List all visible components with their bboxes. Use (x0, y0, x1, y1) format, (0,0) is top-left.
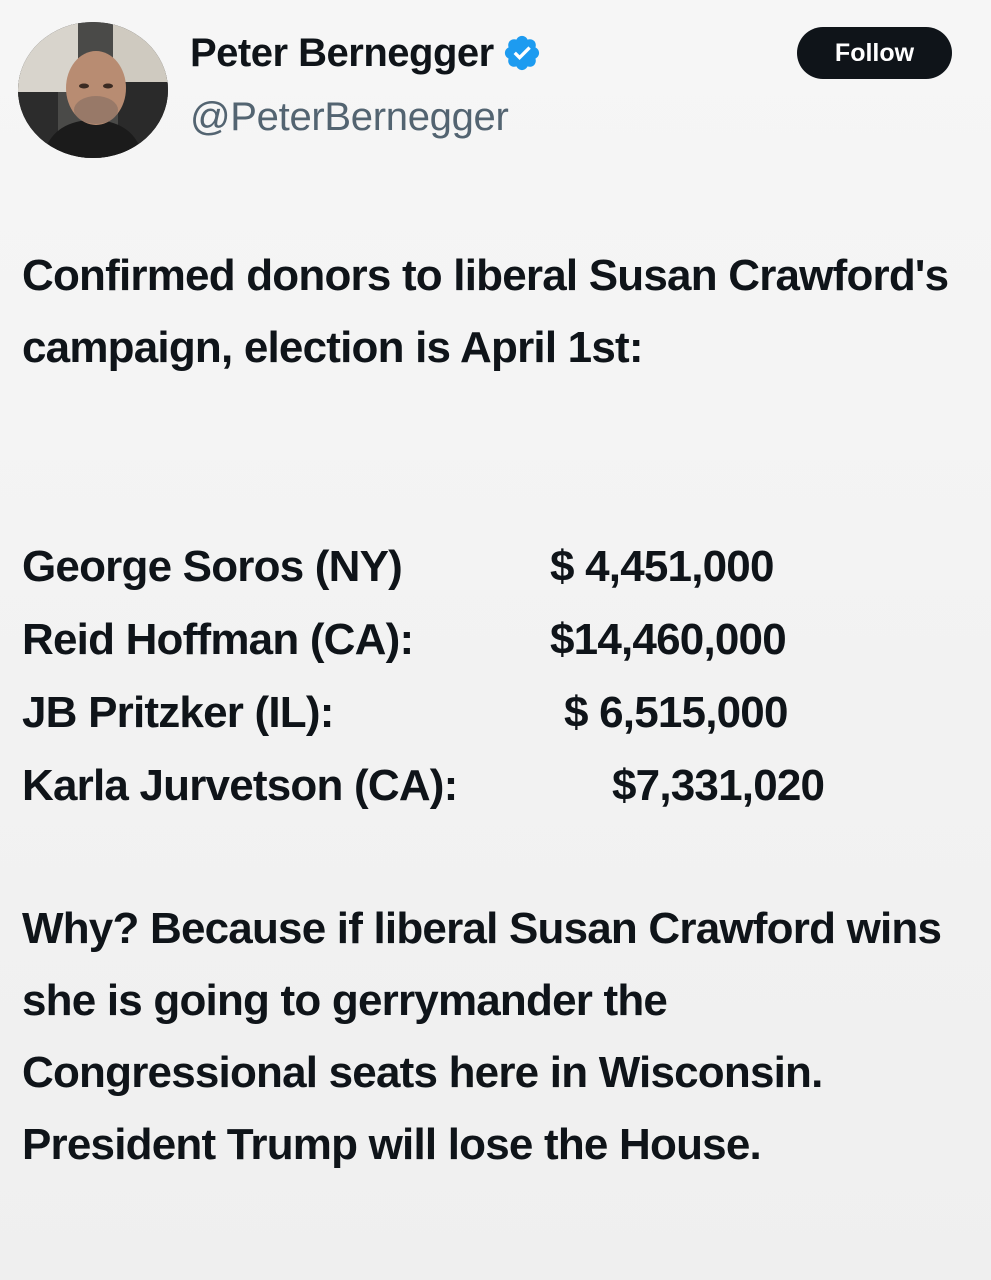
author-handle[interactable]: @PeterBernegger (190, 95, 509, 139)
post-intro-text: Confirmed donors to liberal Susan Crawford's campaign, election is April 1st: (22, 251, 949, 372)
donor-list (22, 530, 962, 822)
donor-amount: $7,331,020 (612, 761, 825, 810)
donor-row (22, 530, 962, 603)
donor-row (22, 749, 962, 822)
post-closing-text: Why? Because if liberal Susan Crawford wins she is going to gerrymander the Congressional seats here in Wisconsin. President Trump will lose the House. (22, 904, 942, 1169)
donor-name: George Soros (NY) (22, 542, 403, 591)
donor-name: JB Pritzker (IL): (22, 688, 334, 737)
donor-row (22, 676, 962, 749)
avatar-photo (18, 22, 168, 158)
author-name-row (190, 28, 542, 78)
donor-amount: $14,460,000 (550, 615, 786, 664)
avatar[interactable] (18, 22, 168, 158)
follow-button[interactable]: Follow (797, 27, 952, 79)
donor-row (22, 603, 962, 676)
donor-amount: $ 6,515,000 (564, 688, 788, 737)
author-display-name[interactable]: Peter Bernegger (190, 31, 494, 75)
donor-amount: $ 4,451,000 (550, 542, 774, 591)
donor-name: Karla Jurvetson (CA): (22, 761, 458, 810)
donor-name: Reid Hoffman (CA): (22, 615, 414, 664)
verified-badge-icon[interactable] (502, 33, 542, 73)
